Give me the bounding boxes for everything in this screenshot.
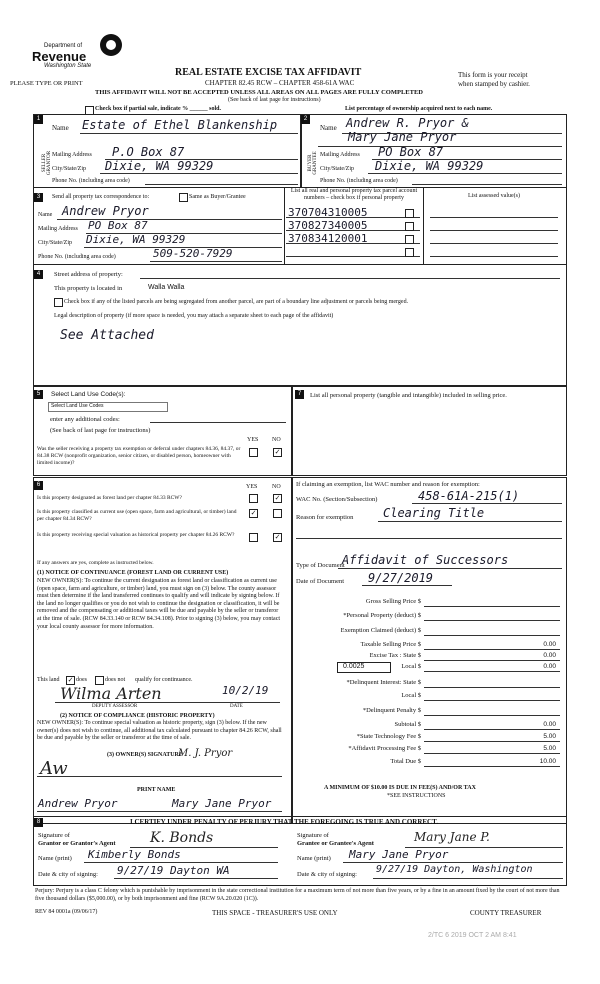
seller-phone-label: Phone No. (including area code) (52, 178, 130, 184)
sec5-no: NO (272, 437, 281, 443)
buyer-name-2[interactable]: Mary Jane Pryor (348, 130, 457, 144)
certify-statement: I CERTIFY UNDER PENALTY OF PERJURY THAT THE FOREGOING IS TRUE AND CORRECT. (130, 818, 439, 826)
tax-row-label: Local $ (401, 663, 421, 670)
seller-mailing-label: Mailing Address (52, 152, 92, 158)
grantor-sig-label: Signature of (38, 832, 70, 839)
exemption-question: Was the seller receiving a property tax exemption or deferral under chapters 84.36, 84.37, or 84.38 RCW (nonprofit organization, senior citizen, or disabled person, homeowner with limited income)? (37, 446, 241, 466)
land-use-dropdown-text: Select Land Use Codes (51, 403, 104, 409)
section-3-badge: 3 (34, 193, 43, 202)
tax-row-label: *Delinquent Penalty $ (362, 707, 421, 714)
please-type: PLEASE TYPE OR PRINT (10, 80, 83, 87)
grantor-name[interactable]: Kimberly Bonds (88, 848, 181, 861)
wac-value[interactable]: 458-61A-215(1) (418, 489, 520, 503)
grantor-sig-label-2: Grantor or Grantor's Agent (38, 840, 116, 847)
this-land-label: This land (37, 677, 60, 683)
tax-row-value[interactable]: 5.00 (543, 745, 556, 752)
assessed-header: List assessed value(s) (468, 193, 520, 199)
grantee-sig-label: Signature of (297, 832, 329, 839)
form-chapter: CHAPTER 82.45 RCW – CHAPTER 458-61A WAC (205, 79, 355, 87)
tax-row-value[interactable]: 5.00 (543, 733, 556, 740)
section-6-badge: 6 (34, 481, 43, 490)
buyer-name-label: Name (320, 124, 337, 132)
tax-row-value[interactable]: 0.00 (543, 721, 556, 728)
grantee-date[interactable]: 9/27/19 Dayton, Washington (376, 864, 533, 875)
section-7-badge: 7 (295, 390, 304, 399)
doc-date-label: Date of Document (296, 578, 345, 585)
receipt-note-2: when stamped by cashier. (458, 80, 530, 88)
see-instructions: *SEE INSTRUCTIONS (387, 793, 446, 799)
corr-mailing-label: Mailing Address (38, 226, 78, 232)
buyer-mailing-label: Mailing Address (320, 152, 360, 158)
grantee-date-label: Date & city of signing: (297, 871, 357, 878)
section-2-badge: 2 (301, 115, 310, 124)
same-as-buyer-label: Same as Buyer/Grantee (189, 194, 246, 200)
notice1-title: (1) NOTICE OF CONTINUANCE (FOREST LAND OR CURRENT USE) (37, 570, 229, 576)
located-city[interactable]: Walla Walla (148, 284, 185, 291)
parcel-number[interactable]: 370827340005 (288, 219, 368, 232)
assessor-signature: Wilma Arten (60, 684, 162, 703)
tax-row-label: Taxable Selling Price $ (360, 641, 421, 648)
assessed-value-line[interactable] (430, 217, 558, 218)
parcel-number[interactable]: 370704310005 (288, 206, 368, 219)
same-as-buyer-checkbox[interactable] (179, 193, 188, 202)
grantor-name-label: Name (print) (38, 855, 72, 862)
does-not-label: does not (105, 677, 126, 683)
date-label: DATE (230, 704, 243, 709)
wac-label: WAC No. (Section/Subsection) (296, 496, 378, 503)
logo-revenue: Revenue (32, 49, 87, 64)
corr-city[interactable]: Dixie, WA 99329 (86, 233, 186, 246)
personal-property-checkbox[interactable] (405, 235, 414, 244)
seller-name[interactable]: Estate of Ethel Blankenship (82, 118, 278, 132)
tax-row-value[interactable]: 10.00 (539, 758, 556, 765)
logo-state: Washington State (44, 63, 92, 69)
does-label: does (76, 677, 87, 683)
personal-property-checkbox[interactable] (405, 209, 414, 218)
seller-name-label: Name (52, 124, 69, 132)
seller-city[interactable]: Dixie, WA 99329 (105, 159, 214, 173)
corr-name[interactable]: Andrew Pryor (62, 204, 149, 218)
tax-row-label: *Delinquent Interest: State $ (346, 679, 421, 686)
buyer-city-label: City/State/Zip (320, 166, 354, 172)
exemption-no-checkbox[interactable]: ✓ (274, 448, 281, 456)
segregated-label: Check box if any of the listed parcels are being segregated from another parcel, are part of a boundary line adjustment or parcels being merged. (64, 299, 409, 305)
sec6-yes: YES (246, 484, 258, 490)
buyer-name-1[interactable]: Andrew R. Pryor & (346, 116, 469, 130)
ownership-note: List percentage of ownership acquired next to each name. (345, 106, 493, 112)
corr-phone[interactable]: 509-520-7929 (153, 247, 233, 260)
seller-city-label: City/State/Zip (52, 166, 86, 172)
local-rate: 0.0025 (343, 663, 365, 670)
legal-label: Legal description of property (if more space is needed, you may attach a separate sheet to each page of the affidavit) (54, 313, 334, 319)
logo-swirl-icon (100, 34, 122, 56)
printed-name-1[interactable]: Andrew Pryor (38, 797, 118, 810)
correspondence-heading: Send all property tax correspondence to: (52, 194, 150, 200)
does-checkbox[interactable]: ✓ (67, 676, 74, 684)
current-use-no-checkbox[interactable] (273, 509, 282, 518)
deputy-label: DEPUTY ASSESSOR (92, 704, 138, 709)
reason-value[interactable]: Clearing Title (383, 506, 485, 520)
dor-logo (30, 32, 130, 70)
legal-value[interactable]: See Attached (60, 328, 154, 343)
logo-dept: Department of (44, 43, 83, 49)
owner-signature-2: M. J. Pryor (178, 748, 233, 759)
buyer-side-label: BUYER GRANTEE (308, 151, 318, 175)
grantee-sig-label-2: Grantee or Grantee's Agent (297, 840, 374, 847)
historic-no-checkbox[interactable]: ✓ (274, 533, 281, 541)
tax-row-value[interactable]: 0.00 (543, 652, 556, 659)
notice2-body: NEW OWNER(S): To continue special valuation as historic property, sign (3) below. If the new owner(s) does not wish to continue, all additional tax calculated pursuant to chapter 84.26 RCW, shall be due and payable by the seller or transferor at the time of sale. (37, 720, 282, 742)
buyer-mailing[interactable]: PO Box 87 (378, 145, 444, 159)
corr-city-label: City/State/Zip (38, 240, 72, 246)
sec6-no: NO (272, 484, 281, 490)
tax-row-value[interactable]: 0.00 (543, 641, 556, 648)
seller-mailing[interactable]: P.O Box 87 (112, 145, 185, 159)
section-8-badge: 8 (34, 818, 43, 827)
county-treasurer: COUNTY TREASURER (470, 909, 542, 917)
property-section (33, 264, 567, 386)
grantor-date[interactable]: 9/27/19 Dayton WA (117, 864, 230, 877)
grantee-name-label: Name (print) (297, 855, 331, 862)
form-number: REV 84 0001a (09/06/17) (35, 909, 98, 915)
segregated-checkbox[interactable] (54, 298, 63, 307)
received-stamp: 2/TC 6 2019 OCT 2 AM 8:41 (428, 932, 517, 939)
historic-question: Is this property receiving special valuation as historical property per chapter 84.26 RCW? (37, 532, 235, 538)
see-back-5: (See back of last page for instructions) (50, 427, 151, 434)
owner-signature-1: Aw (40, 758, 68, 779)
tax-row-value[interactable]: 0.00 (543, 663, 556, 670)
doc-date-value[interactable]: 9/27/2019 (368, 571, 434, 585)
form-title: REAL ESTATE EXCISE TAX AFFIDAVIT (175, 67, 362, 78)
grantor-date-label: Date & city of signing: (38, 871, 98, 878)
notice1-body: NEW OWNER(S): To continue the current designation as forest land or classification as current use (open space, farm and agriculture, or timber) land, you must sign on (3) below. The county assessor must then determine if the land transferred continues to qualify and will indicate by signing below. If the land no longer qualifies or you do not wish to continue the designation or classification, it will be removed and the compensating or additional taxes will be due and payable by the seller or transferor at the time of sale. (RCW 84.33.140 or RCW 84.34.108). Prior to signing (3) below, you may contact your local county assessor for more information. (37, 578, 281, 630)
seller-side-label: SELLER GRANTOR (42, 150, 52, 176)
located-label: This property is located in (54, 285, 123, 292)
grantee-name[interactable]: Mary Jane Pryor (349, 848, 449, 861)
parcel-header: List all real and personal property tax parcel account numbers – check box if personal property (290, 188, 418, 201)
grantee-signature: Mary Jane P. (414, 830, 490, 844)
exemption-yes-checkbox[interactable] (249, 448, 258, 457)
see-back-note: (See back of last page for instructions) (228, 97, 321, 103)
owner-signature-label: (3) OWNER(S) SIGNATURE (107, 752, 183, 758)
qualify-label: qualify for continuance. (135, 677, 193, 683)
tax-row-label: *Personal Property (deduct) $ (343, 612, 421, 619)
forest-no-checkbox[interactable]: ✓ (274, 494, 281, 502)
assessed-value-line[interactable] (430, 256, 558, 257)
claim-label: If claiming an exemption, list WAC number and reason for exemption: (296, 481, 480, 488)
tax-row-label: *State Technology Fee $ (356, 733, 421, 740)
buyer-city[interactable]: Dixie, WA 99329 (375, 159, 484, 173)
treasurer-space: THIS SPACE - TREASURER'S USE ONLY (212, 909, 338, 917)
grantor-signature: K. Bonds (150, 830, 214, 846)
assessor-date[interactable]: 10/2/19 (222, 684, 269, 697)
street-label: Street address of property: (54, 271, 123, 278)
if-yes-note: If any answers are yes, complete as instructed below. (37, 560, 154, 566)
notice2-title: (2) NOTICE OF COMPLIANCE (HISTORIC PROPERTY) (60, 713, 215, 719)
section-4-badge: 4 (34, 270, 43, 279)
doc-type-label: Type of Document (296, 562, 345, 569)
current-use-question: Is this property classified as current use (open space, farm and agricultural, or timber) land per chapter 84.34 RCW? (37, 509, 237, 522)
forest-section (33, 477, 293, 824)
section-1-badge: 1 (34, 115, 43, 124)
historic-yes-checkbox[interactable] (249, 533, 258, 542)
perjury-note: Perjury: Perjury is a class C felony which is punishable by imprisonment in the state correctional institution for a maximum term of not more than five years, or by a fine in an amount fixed by the court of not more than five thousand dollars ($5,000.00), or by both imprisonment and fine (RCW 9A.20.020 (1C)). (35, 888, 560, 902)
corr-phone-label: Phone No. (including area code) (38, 254, 116, 260)
print-name-label: PRINT NAME (137, 787, 176, 793)
parcel-number[interactable]: 370834120001 (288, 232, 368, 245)
corr-name-label: Name (38, 212, 53, 218)
personal-property-label: List all personal property (tangible and intangible) included in selling price. (310, 392, 507, 399)
tax-row-label: Total Due $ (390, 758, 421, 765)
forest-yes-checkbox[interactable] (249, 494, 258, 503)
partial-sale-label: Check box if partial sale, indicate % ______ sold. (95, 106, 222, 112)
current-use-yes-checkbox[interactable]: ✓ (250, 509, 257, 517)
minimum-note: A MINIMUM OF $10.00 IS DUE IN FEE(S) AND/OR TAX (324, 785, 476, 791)
doc-type-value[interactable]: Affidavit of Successors (342, 553, 509, 567)
personal-property-checkbox[interactable] (405, 248, 414, 257)
section-5-badge: 5 (34, 390, 43, 399)
reason-label: Reason for exemption (296, 514, 354, 521)
sec5-yes: YES (247, 437, 259, 443)
tax-row-label: Local $ (401, 692, 421, 699)
additional-codes-label: enter any additional codes: (50, 416, 120, 423)
receipt-note-1: This form is your receipt (458, 71, 528, 79)
assessed-value-line[interactable] (430, 243, 558, 244)
tax-row-label: Excise Tax : State $ (369, 652, 421, 659)
tax-row-label: Exemption Claimed (deduct) $ (340, 627, 421, 634)
tax-row-label: Subtotal $ (394, 721, 421, 728)
assessed-value-line[interactable] (430, 230, 558, 231)
forest-question: Is this property designated as forest land per chapter 84.33 RCW? (37, 495, 182, 501)
tax-row-label: Gross Selling Price $ (365, 598, 421, 605)
tax-section (291, 477, 567, 824)
completion-notice: THIS AFFIDAVIT WILL NOT BE ACCEPTED UNLESS ALL AREAS ON ALL PAGES ARE FULLY COMPLETED (95, 89, 423, 96)
land-use-label: Select Land Use Code(s): (51, 391, 126, 398)
personal-property-checkbox[interactable] (405, 222, 414, 231)
corr-mailing[interactable]: PO Box 87 (88, 219, 148, 232)
printed-name-2[interactable]: Mary Jane Pryor (172, 797, 272, 810)
tax-row-label: *Affidavit Processing Fee $ (348, 745, 421, 752)
buyer-phone-label: Phone No. (including area code) (320, 178, 398, 184)
